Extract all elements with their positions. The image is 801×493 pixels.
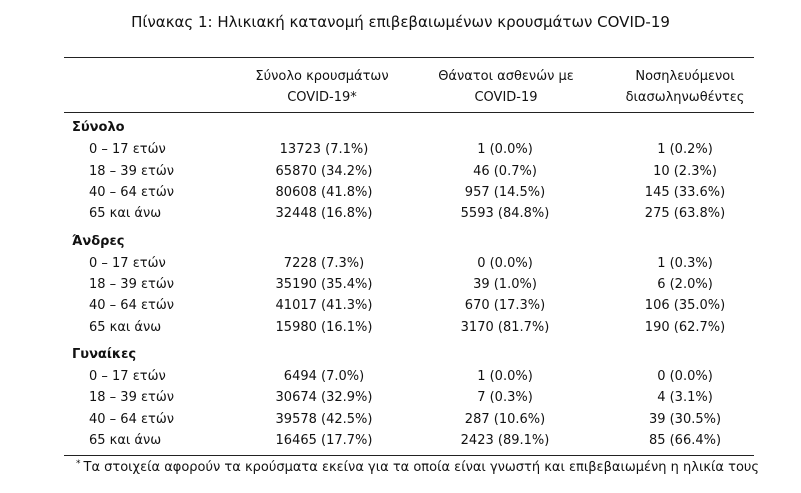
top-rule — [64, 57, 754, 58]
row-label: 18 – 39 ετών — [89, 277, 174, 292]
cases-cell: 16465 (17.7%) — [275, 433, 373, 448]
intubated-cell: 0 (0.0%) — [657, 369, 713, 384]
table-row — [0, 164, 801, 184]
deaths-cell: 7 (0.3%) — [477, 390, 533, 405]
column-header-intubated-line2: διασωληνωθέντες — [625, 90, 745, 105]
intubated-cell: 275 (63.8%) — [644, 206, 726, 221]
row-label: 40 – 64 ετών — [89, 185, 174, 200]
row-label: 40 – 64 ετών — [89, 298, 174, 313]
column-header-deaths-line1: Θάνατοι ασθενών με — [438, 69, 574, 84]
intubated-cell: 4 (3.1%) — [657, 390, 713, 405]
deaths-cell: 2423 (89.1%) — [460, 433, 550, 448]
cases-cell: 32448 (16.8%) — [275, 206, 373, 221]
intubated-cell: 190 (62.7%) — [644, 320, 726, 335]
row-label: 65 και άνω — [89, 320, 162, 335]
column-header-cases-line2: COVID-19* — [287, 90, 357, 105]
intubated-cell: 1 (0.3%) — [657, 256, 713, 271]
header-rule — [64, 112, 754, 113]
deaths-cell: 957 (14.5%) — [464, 185, 546, 200]
cases-cell: 6494 (7.0%) — [283, 369, 365, 384]
cases-cell: 39578 (42.5%) — [275, 412, 373, 427]
section-title-total: Σύνολο — [72, 120, 125, 135]
cases-cell: 15980 (16.1%) — [275, 320, 373, 335]
table-row — [0, 390, 801, 410]
deaths-cell: 3170 (81.7%) — [460, 320, 550, 335]
table-row — [0, 142, 801, 162]
cases-cell: 7228 (7.3%) — [283, 256, 365, 271]
table-row — [0, 369, 801, 389]
column-header-cases — [232, 66, 412, 108]
footnote — [76, 459, 759, 475]
table-row — [0, 433, 801, 453]
row-label: 40 – 64 ετών — [89, 412, 174, 427]
deaths-cell: 287 (10.6%) — [464, 412, 546, 427]
section-title-women: Γυναίκες — [72, 347, 137, 362]
deaths-cell: 5593 (84.8%) — [460, 206, 550, 221]
table-row — [0, 412, 801, 432]
deaths-cell: 0 (0.0%) — [477, 256, 533, 271]
table-title: Πίνακας 1: Ηλικιακή κατανομή επιβεβαιωμένων κρουσμάτων COVID-19 — [131, 13, 670, 31]
cases-cell: 13723 (7.1%) — [279, 142, 369, 157]
column-header-cases-line1: Σύνολο κρουσμάτων — [255, 69, 389, 84]
bottom-rule — [64, 455, 754, 456]
intubated-cell: 106 (35.0%) — [644, 298, 726, 313]
column-header-deaths — [416, 66, 596, 108]
intubated-cell: 10 (2.3%) — [653, 164, 717, 179]
cases-cell: 35190 (35.4%) — [275, 277, 373, 292]
intubated-cell: 1 (0.2%) — [657, 142, 713, 157]
column-header-deaths-line2: COVID-19 — [474, 90, 538, 105]
deaths-cell: 46 (0.7%) — [473, 164, 537, 179]
column-header-intubated-line1: Νοσηλευόμενοι — [635, 69, 735, 84]
table-row — [0, 298, 801, 318]
table-row — [0, 256, 801, 276]
cases-cell: 80608 (41.8%) — [275, 185, 373, 200]
table-row — [0, 277, 801, 297]
deaths-cell: 670 (17.3%) — [464, 298, 546, 313]
row-label: 18 – 39 ετών — [89, 164, 174, 179]
column-header-intubated — [595, 66, 775, 108]
intubated-cell: 39 (30.5%) — [648, 412, 722, 427]
footnote-mark: * — [76, 459, 81, 469]
row-label: 65 και άνω — [89, 206, 162, 221]
deaths-cell: 1 (0.0%) — [477, 369, 533, 384]
cases-cell: 65870 (34.2%) — [275, 164, 373, 179]
deaths-cell: 1 (0.0%) — [477, 142, 533, 157]
table-row — [0, 185, 801, 205]
cases-cell: 41017 (41.3%) — [275, 298, 373, 313]
row-label: 0 – 17 ετών — [89, 256, 166, 271]
intubated-cell: 145 (33.6%) — [644, 185, 726, 200]
table-row — [0, 206, 801, 226]
intubated-cell: 6 (2.0%) — [657, 277, 713, 292]
intubated-cell: 85 (66.4%) — [648, 433, 722, 448]
row-label: 18 – 39 ετών — [89, 390, 174, 405]
row-label: 0 – 17 ετών — [89, 369, 166, 384]
deaths-cell: 39 (1.0%) — [473, 277, 537, 292]
section-title-men: Άνδρες — [72, 234, 125, 249]
footnote-text: Τα στοιχεία αφορούν τα κρούσματα εκείνα για τα οποία είναι γνωστή και επιβεβαιωμένη η ηλικία τους — [83, 460, 760, 475]
table-row — [0, 320, 801, 340]
row-label: 0 – 17 ετών — [89, 142, 166, 157]
cases-cell: 30674 (32.9%) — [275, 390, 373, 405]
row-label: 65 και άνω — [89, 433, 162, 448]
